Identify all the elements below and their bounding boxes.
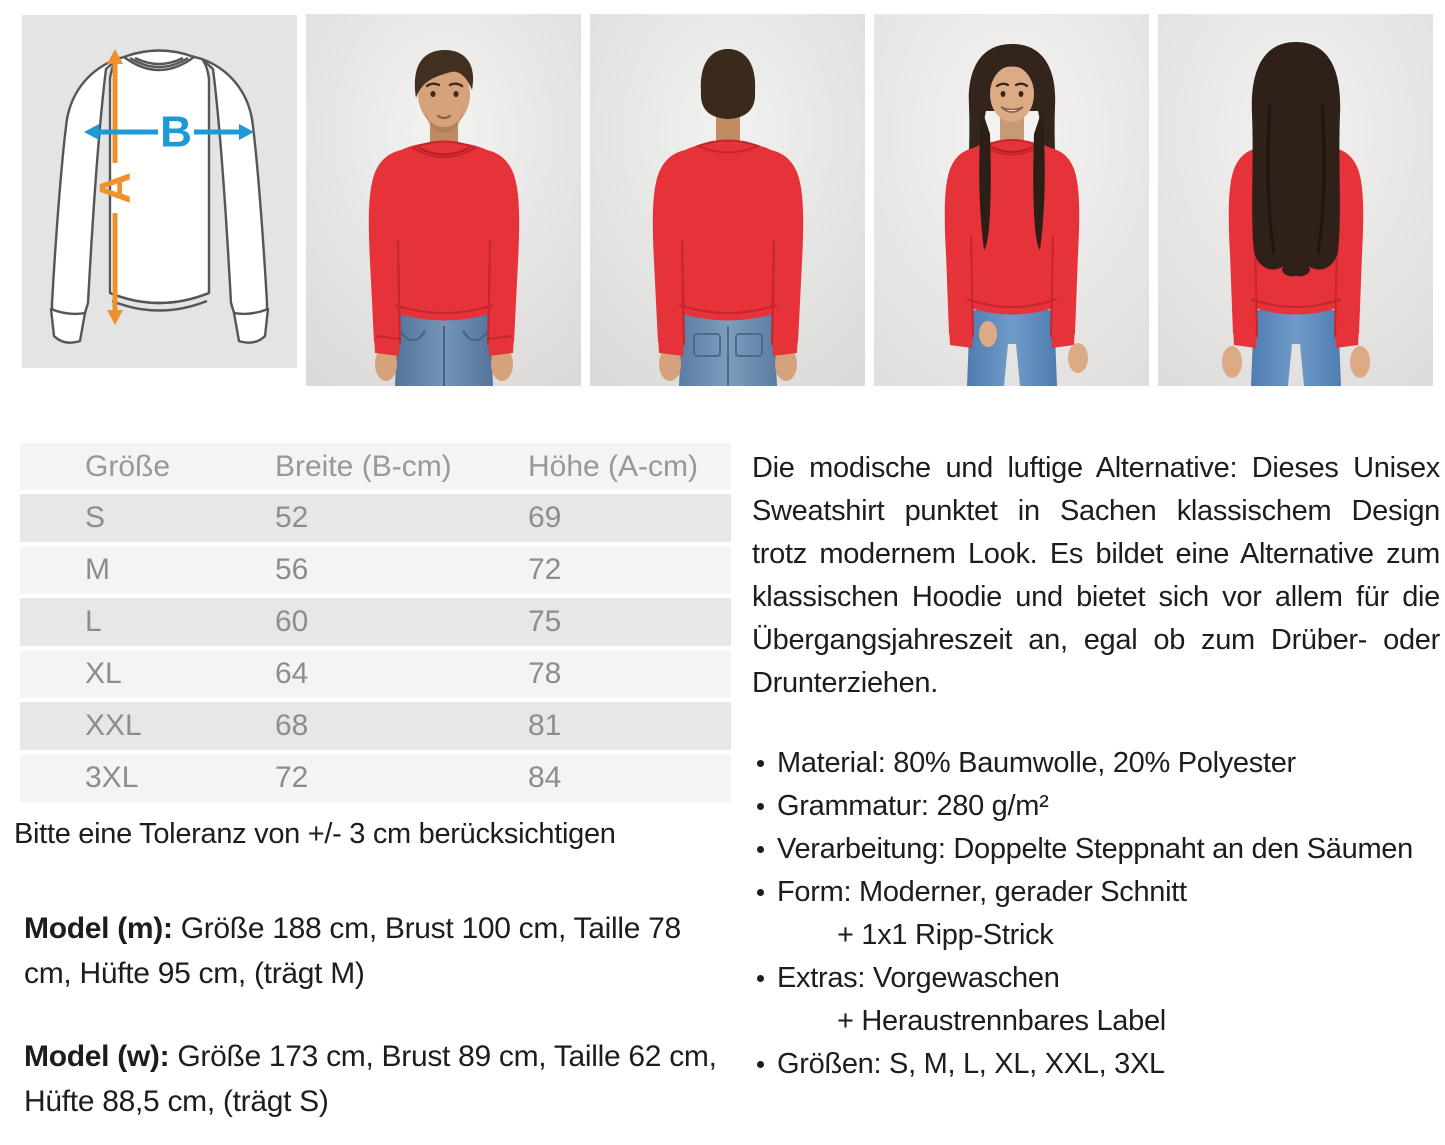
cell-size: XL (85, 657, 122, 690)
header-breite: Breite (B-cm) (275, 449, 452, 483)
sweatshirt-measure-diagram (22, 15, 297, 368)
cell-breite: 60 (275, 605, 309, 638)
cell-size: L (85, 605, 102, 638)
spec-material (752, 742, 1444, 785)
size-row-xxl (20, 702, 731, 750)
bullet-icon (757, 889, 764, 896)
product-spec-list (752, 742, 1444, 1086)
model-female-text: Größe 173 cm, Brust 89 cm, Taille 62 cm, Hüfte 88,5 cm, (trägt S) (24, 1040, 717, 1118)
tolerance-note: Bitte eine Toleranz von +/- 3 cm berücksichtigen (14, 818, 616, 850)
cell-size: 3XL (85, 761, 139, 794)
cell-hoehe: 72 (528, 553, 562, 586)
man-back-illustration (590, 14, 865, 386)
spec-verarbeitung (752, 828, 1444, 871)
spec-text: Größen: S, M, L, XL, XXL, 3XL (777, 1048, 1165, 1080)
size-diagram-image (22, 15, 297, 368)
header-hoehe: Höhe (A-cm) (528, 449, 699, 483)
spec-text: Verarbeitung: Doppelte Steppnaht an den Säumen (777, 833, 1413, 865)
cell-size: M (85, 553, 110, 586)
cell-breite: 52 (275, 501, 309, 534)
spec-text: Material: 80% Baumwolle, 20% Polyester (777, 747, 1296, 779)
spec-extras (752, 957, 1444, 1000)
size-row-3xl (20, 754, 731, 802)
header-groesse: Größe (85, 449, 171, 483)
cell-size: S (85, 501, 106, 534)
bullet-icon (757, 975, 764, 982)
bullet-icon (757, 803, 764, 810)
size-row-l (20, 598, 731, 646)
photo-woman-back (1158, 14, 1433, 386)
cell-size: XXL (85, 709, 142, 742)
photo-man-front (306, 14, 581, 386)
bullet-icon (757, 846, 764, 853)
cell-breite: 68 (275, 709, 309, 742)
cell-hoehe: 75 (528, 605, 562, 638)
spec-grammatur (752, 785, 1444, 828)
bullet-icon (757, 1061, 764, 1068)
size-row-m (20, 546, 731, 594)
spec-text: Grammatur: 280 g/m² (777, 790, 1049, 822)
spec-text: Form: Moderner, gerader Schnitt (777, 876, 1187, 908)
height-label-a: A (90, 172, 140, 204)
cell-hoehe: 69 (528, 501, 562, 534)
bullet-icon (757, 760, 764, 767)
spec-form (752, 871, 1444, 914)
model-female-info (24, 1034, 726, 1124)
spec-form-extra: + 1x1 Ripp-Strick (837, 919, 1054, 951)
cell-hoehe: 84 (528, 761, 562, 794)
model-female-label: Model (w): (24, 1040, 170, 1073)
photo-woman-front (874, 14, 1149, 386)
product-gallery (22, 14, 1433, 386)
cell-breite: 72 (275, 761, 309, 794)
width-label-b: B (160, 107, 192, 157)
cell-hoehe: 78 (528, 657, 562, 690)
spec-groessen (752, 1043, 1444, 1086)
product-description: Die modische und luftige Alternative: Dieses Unisex Sweatshirt punktet in Sachen klassischem Design trotz modernem Look. Es bildet eine Alternative zum klassischen Hoodie und bietet sich vor allem für die Übergangsjahreszeit an, egal ob zum Drüber- oder Drunterziehen. (752, 452, 1440, 699)
woman-back-illustration (1158, 14, 1433, 386)
cell-hoehe: 81 (528, 709, 562, 742)
spec-text: Extras: Vorgewaschen (777, 962, 1060, 994)
cell-breite: 56 (275, 553, 309, 586)
model-male-info (24, 906, 726, 996)
size-row-s (20, 494, 731, 542)
cell-breite: 64 (275, 657, 309, 690)
model-male-text: Größe 188 cm, Brust 100 cm, Taille 78 cm, Hüfte 95 cm, (trägt M) (24, 912, 681, 990)
woman-front-illustration (874, 14, 1149, 386)
man-front-illustration (306, 14, 581, 386)
size-table-header (20, 443, 731, 490)
model-male-label: Model (m): (24, 912, 173, 945)
size-row-xl (20, 650, 731, 698)
size-table (20, 443, 731, 806)
spec-extras-extra: + Heraustrennbares Label (837, 1005, 1166, 1037)
photo-man-back (590, 14, 865, 386)
